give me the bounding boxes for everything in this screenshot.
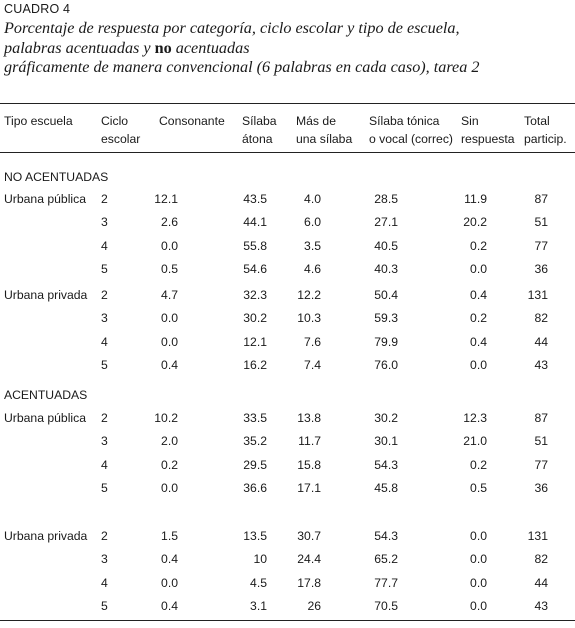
cell-ciclo: 2 [101, 529, 108, 543]
title-line-2-bold: no [154, 38, 172, 57]
cell-mas-de-una-silaba: 13.8 [297, 411, 321, 425]
cell-silaba-atona: 32.3 [243, 288, 267, 302]
cell-ciclo: 2 [101, 288, 108, 302]
cell-silaba-tonica: 76.0 [374, 358, 398, 373]
cell-total-particip: 43 [534, 358, 548, 373]
bottom-rule [0, 620, 575, 621]
section-title: NO ACENTUADAS [4, 170, 109, 184]
cell-consonante: 4.7 [161, 288, 178, 302]
cell-consonante: 12.1 [154, 192, 178, 206]
cell-mas-de-una-silaba: 7.4 [304, 358, 321, 373]
cell-silaba-tonica: 77.7 [374, 575, 398, 590]
cell-sin-respuesta: 0.0 [470, 262, 487, 277]
cell-total-particip: 51 [534, 215, 548, 230]
cell-silaba-tonica: 50.4 [374, 288, 398, 302]
header-line: una sílaba [296, 132, 353, 146]
cell-consonante: 2.6 [161, 215, 178, 230]
cell-ciclo: 3 [101, 311, 108, 326]
cell-sin-respuesta: 0.0 [470, 575, 487, 590]
cell-total-particip: 36 [534, 481, 548, 496]
cell-sin-respuesta: 0.0 [470, 529, 487, 543]
cell-ciclo: 4 [101, 238, 108, 253]
cell-silaba-tonica: 45.8 [374, 481, 398, 496]
cell-total-particip: 87 [534, 192, 548, 206]
cell-mas-de-una-silaba: 15.8 [297, 457, 321, 472]
cell-ciclo: 4 [101, 334, 108, 349]
header-total-particip [524, 112, 567, 148]
cell-silaba-tonica: 27.1 [374, 215, 398, 230]
cell-silaba-tonica: 40.3 [374, 262, 398, 277]
cell-consonante: 0.4 [161, 599, 178, 614]
header-silaba-tonica [369, 112, 453, 148]
cell-total-particip: 36 [534, 262, 548, 277]
cell-silaba-tonica: 79.9 [374, 334, 398, 349]
top-rule [0, 103, 575, 104]
header-line: átona [242, 132, 273, 146]
cell-total-particip: 87 [534, 411, 548, 425]
table-label: CUADRO 4 [4, 2, 71, 16]
cell-mas-de-una-silaba: 24.4 [297, 552, 321, 567]
school-type: Urbana privada [4, 529, 88, 543]
section-title: ACENTUADAS [4, 388, 88, 402]
cell-total-particip: 82 [534, 552, 548, 567]
cell-mas-de-una-silaba: 4.0 [304, 192, 321, 206]
cell-total-particip: 131 [527, 529, 548, 543]
header-tipo-escuela [4, 112, 73, 130]
cell-ciclo: 3 [101, 215, 108, 230]
cell-silaba-tonica: 30.2 [374, 411, 398, 425]
cell-sin-respuesta: 12.3 [463, 411, 487, 425]
cell-ciclo: 4 [101, 457, 108, 472]
cell-silaba-tonica: 30.1 [374, 434, 398, 449]
cell-consonante: 0.0 [161, 481, 178, 496]
cell-silaba-atona: 33.5 [243, 411, 267, 425]
header-rule [0, 152, 575, 153]
cell-sin-respuesta: 0.2 [470, 457, 487, 472]
cell-total-particip: 82 [534, 311, 548, 326]
header-line: o vocal (correc) [369, 132, 453, 146]
cell-silaba-atona: 4.5 [250, 575, 267, 590]
header-line: Consonante [159, 114, 225, 128]
cell-total-particip: 131 [527, 288, 548, 302]
cell-silaba-atona: 36.6 [243, 481, 267, 496]
cell-ciclo: 5 [101, 262, 108, 277]
title-line-1: Porcentaje de respuesta por categoría, ciclo escolar y tipo de escuela, [4, 19, 460, 37]
cell-sin-respuesta: 0.0 [470, 552, 487, 567]
cell-silaba-atona: 30.2 [243, 311, 267, 326]
header-line: Más de [296, 114, 336, 128]
header-line: escolar [101, 132, 141, 146]
header-consonante [159, 112, 225, 130]
cell-silaba-tonica: 59.3 [374, 311, 398, 326]
cell-mas-de-una-silaba: 3.5 [304, 238, 321, 253]
cell-silaba-atona: 43.5 [243, 192, 267, 206]
cell-sin-respuesta: 0.4 [470, 288, 487, 302]
cell-sin-respuesta: 0.2 [470, 238, 487, 253]
school-type: Urbana pública [4, 192, 86, 206]
cell-ciclo: 2 [101, 411, 108, 425]
cell-consonante: 1.5 [161, 529, 178, 543]
cell-silaba-tonica: 65.2 [374, 552, 398, 567]
header-silaba-atona [242, 112, 277, 148]
cell-mas-de-una-silaba: 7.6 [304, 334, 321, 349]
cell-consonante: 2.0 [161, 434, 178, 449]
cell-silaba-atona: 44.1 [243, 215, 267, 230]
title-line-2-pre: palabras acentuadas y [4, 38, 155, 57]
header-line: Total [524, 114, 550, 128]
header-line: particip. [524, 132, 567, 146]
cell-silaba-atona: 35.2 [243, 434, 267, 449]
header-ciclo-escolar [101, 112, 140, 148]
header-line: Ciclo [101, 114, 129, 128]
cell-ciclo: 2 [101, 192, 108, 206]
table-title [4, 19, 569, 78]
school-type: Urbana privada [4, 288, 88, 302]
cell-total-particip: 51 [534, 434, 548, 449]
cell-consonante: 0.0 [161, 334, 178, 349]
cell-silaba-tonica: 40.5 [374, 238, 398, 253]
cell-silaba-atona: 12.1 [243, 334, 267, 349]
cell-mas-de-una-silaba: 17.8 [297, 575, 321, 590]
cell-mas-de-una-silaba: 30.7 [297, 529, 321, 543]
cell-consonante: 0.0 [161, 311, 178, 326]
cell-sin-respuesta: 0.0 [470, 599, 487, 614]
cell-total-particip: 44 [534, 334, 548, 349]
cell-mas-de-una-silaba: 17.1 [297, 481, 321, 496]
cell-silaba-atona: 10 [253, 552, 267, 567]
header-line: Sin [461, 114, 479, 128]
header-mas-de-una-silaba [296, 112, 352, 148]
cell-silaba-atona: 54.6 [243, 262, 267, 277]
cell-total-particip: 77 [534, 238, 548, 253]
cell-ciclo: 5 [101, 599, 108, 614]
cell-sin-respuesta: 21.0 [463, 434, 487, 449]
cell-ciclo: 3 [101, 552, 108, 567]
cell-sin-respuesta: 0.2 [470, 311, 487, 326]
cell-sin-respuesta: 0.0 [470, 358, 487, 373]
cell-ciclo: 5 [101, 358, 108, 373]
cell-silaba-tonica: 54.3 [374, 457, 398, 472]
cell-consonante: 0.5 [161, 262, 178, 277]
header-line: Sílaba tónica [369, 114, 440, 128]
cell-silaba-atona: 16.2 [243, 358, 267, 373]
cell-total-particip: 77 [534, 457, 548, 472]
cell-consonante: 0.2 [161, 457, 178, 472]
header-sin-respuesta [461, 112, 515, 148]
cell-silaba-atona: 29.5 [243, 457, 267, 472]
cell-mas-de-una-silaba: 11.7 [298, 434, 321, 449]
cell-mas-de-una-silaba: 26 [307, 599, 321, 614]
cell-ciclo: 3 [101, 434, 108, 449]
cell-silaba-atona: 3.1 [250, 599, 267, 614]
cell-mas-de-una-silaba: 4.6 [304, 262, 321, 277]
school-type: Urbana pública [4, 411, 86, 425]
title-line-3: gráficamente de manera convencional (6 palabras en cada caso), tarea 2 [4, 58, 480, 76]
cell-total-particip: 44 [534, 575, 548, 590]
cell-silaba-tonica: 54.3 [374, 529, 398, 543]
cell-ciclo: 5 [101, 481, 108, 496]
cell-sin-respuesta: 20.2 [463, 215, 487, 230]
cell-consonante: 0.4 [161, 358, 178, 373]
cell-sin-respuesta: 0.5 [470, 481, 487, 496]
cell-consonante: 0.0 [161, 238, 178, 253]
header-line: respuesta [461, 132, 515, 146]
cell-mas-de-una-silaba: 6.0 [304, 215, 321, 230]
cell-ciclo: 4 [101, 575, 108, 590]
cell-sin-respuesta: 11.9 [464, 192, 487, 206]
cell-consonante: 0.0 [161, 575, 178, 590]
cell-sin-respuesta: 0.4 [470, 334, 487, 349]
cell-consonante: 10.2 [154, 411, 178, 425]
cell-silaba-tonica: 28.5 [374, 192, 398, 206]
cell-silaba-tonica: 70.5 [374, 599, 398, 614]
cell-mas-de-una-silaba: 12.2 [297, 288, 321, 302]
cell-total-particip: 43 [534, 599, 548, 614]
cell-silaba-atona: 13.5 [243, 529, 267, 543]
header-line: Tipo escuela [4, 114, 73, 128]
header-line: Sílaba [242, 114, 277, 128]
cell-consonante: 0.4 [161, 552, 178, 567]
cell-silaba-atona: 55.8 [243, 238, 267, 253]
cell-mas-de-una-silaba: 10.3 [297, 311, 321, 326]
title-line-2-post: acentuadas [171, 38, 250, 57]
